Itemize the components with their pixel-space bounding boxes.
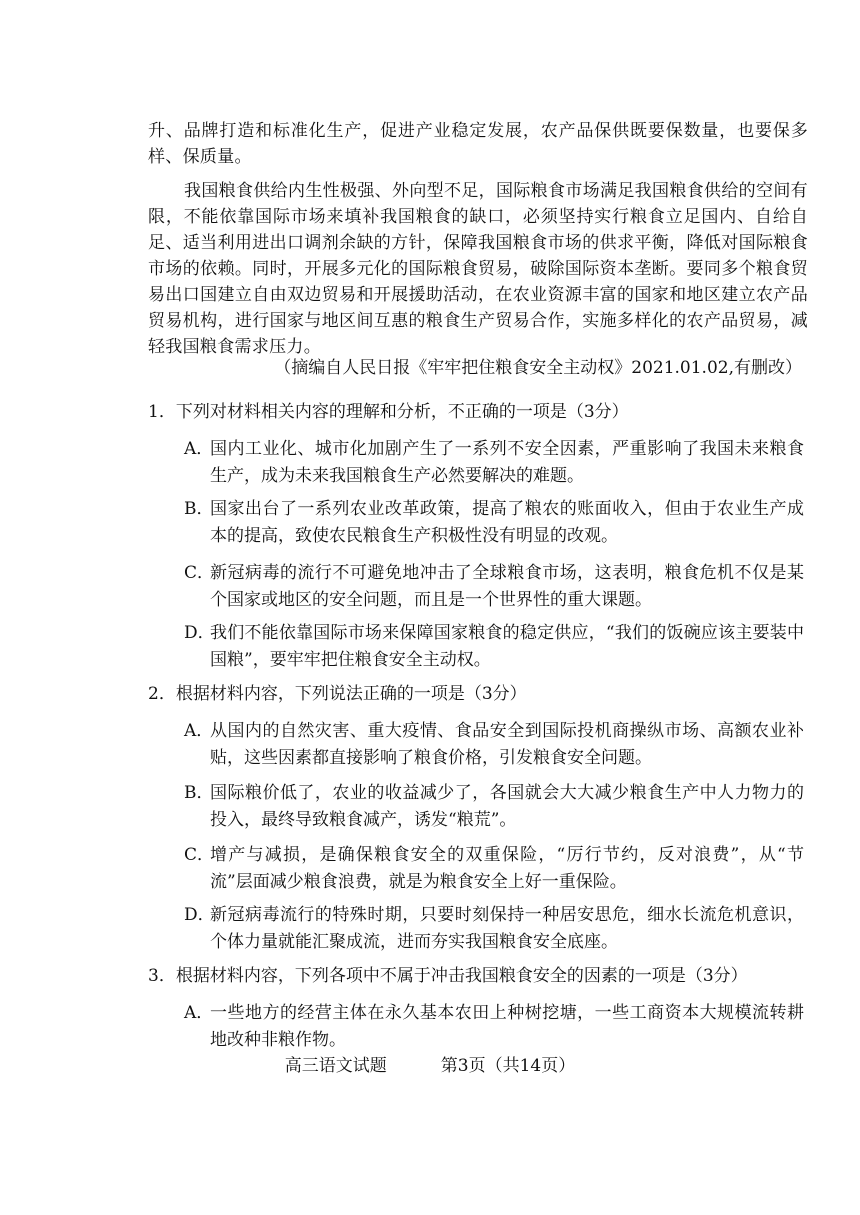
- question-2-option-d: [184, 902, 804, 956]
- question-2-stem: 2．根据材料内容，下列说法正确的一项是（3分）: [148, 684, 527, 704]
- question-2-option-b: [184, 780, 804, 834]
- option-text: 国内工业化、城市化加剧产生了一系列不安全因素，严重影响了我国未来粮食生产，成为未来我国粮食生产必然要解决的难题。: [210, 439, 804, 486]
- question-2-option-a: [184, 718, 804, 772]
- question-1-option-a: [184, 436, 804, 490]
- option-text: 一些地方的经营主体在永久基本农田上种树挖塘，一些工商资本大规模流转耕地改种非粮作物。: [210, 1003, 804, 1050]
- question-1-option-b: [184, 496, 804, 550]
- option-letter: A．: [184, 1003, 214, 1023]
- question-2-option-c: [184, 842, 804, 896]
- option-text: 新冠病毒流行的特殊时期，只要时刻保持一种居安思危，细水长流危机意识，个体力量就能汇聚成流，进而夯实我国粮食安全底座。: [210, 905, 804, 952]
- question-3-stem: 3．根据材料内容，下列各项中不属于冲击我国粮食安全的因素的一项是（3分）: [148, 966, 748, 986]
- question-3-option-a: [184, 1000, 804, 1054]
- option-letter: A．: [184, 721, 214, 741]
- passage-source: （摘编自人民日报《牢牢把住粮食安全主动权》2021.01.02,有删改）: [274, 358, 802, 378]
- footer-page-number: 第3页（共14页）: [440, 1056, 576, 1076]
- question-1-option-c: [184, 560, 804, 614]
- option-text: 我们不能依靠国际市场来保障国家粮食的稳定供应，“我们的饭碗应该主要装中国粮”，要牢牢把住粮食安全主动权。: [210, 623, 804, 670]
- option-letter: B．: [184, 783, 214, 803]
- option-text: 从国内的自然灾害、重大疫情、食品安全到国际投机商操纵市场、高额农业补贴，这些因素都直接影响了粮食价格，引发粮食安全问题。: [210, 721, 804, 768]
- option-text: 新冠病毒的流行不可避免地冲击了全球粮食市场，这表明，粮食危机不仅是某个国家或地区的安全问题，而且是一个世界性的重大课题。: [210, 563, 804, 610]
- option-text: 国家出台了一系列农业改革政策，提高了粮农的账面收入，但由于农业生产成本的提高，致使农民粮食生产积极性没有明显的改观。: [210, 499, 804, 546]
- passage-paragraph: 我国粮食供给内生性极强、外向型不足，国际粮食市场满足我国粮食供给的空间有限，不能依靠国际市场来填补我国粮食的缺口，必须坚持实行粮食立足国内、自给自足、适当利用进出口调剂余缺的方针，保障我国粮食市场的供求平衡，降低对国际粮食市场的依赖。同时，开展多元化的国际粮食贸易，破除国际资本垄断。要同多个粮食贸易出口国建立自由双边贸易和开展援助活动，在农业资源丰富的国家和地区建立农产品贸易机构，进行国家与地区间互惠的粮食生产贸易合作，实施多样化的农产品贸易，减轻我国粮食需求压力。: [148, 181, 808, 357]
- option-text: 增产与减损，是确保粮食安全的双重保险，“厉行节约，反对浪费”，从“节流”层面减少粮食浪费，就是为粮食安全上好一重保险。: [210, 845, 804, 892]
- footer-subject: 高三语文试题: [284, 1056, 387, 1076]
- question-1-stem: 1．下列对材料相关内容的理解和分析，不正确的一项是（3分）: [148, 402, 629, 422]
- question-1-option-d: [184, 620, 804, 674]
- option-letter: A．: [184, 439, 214, 459]
- option-letter: B．: [184, 499, 214, 519]
- option-letter: D．: [184, 623, 215, 643]
- page-footer: [0, 1054, 860, 1078]
- passage-continued-paragraph: 升、品牌打造和标准化生产，促进产业稳定发展，农产品保供既要保数量，也要保多样、保质量。: [148, 121, 808, 167]
- option-letter: D．: [184, 905, 215, 925]
- option-letter: C．: [184, 845, 215, 865]
- option-text: 国际粮价低了，农业的收益减少了，各国就会大大减少粮食生产中人力物力的投入，最终导致粮食减产，诱发“粮荒”。: [210, 783, 804, 830]
- option-letter: C．: [184, 563, 215, 583]
